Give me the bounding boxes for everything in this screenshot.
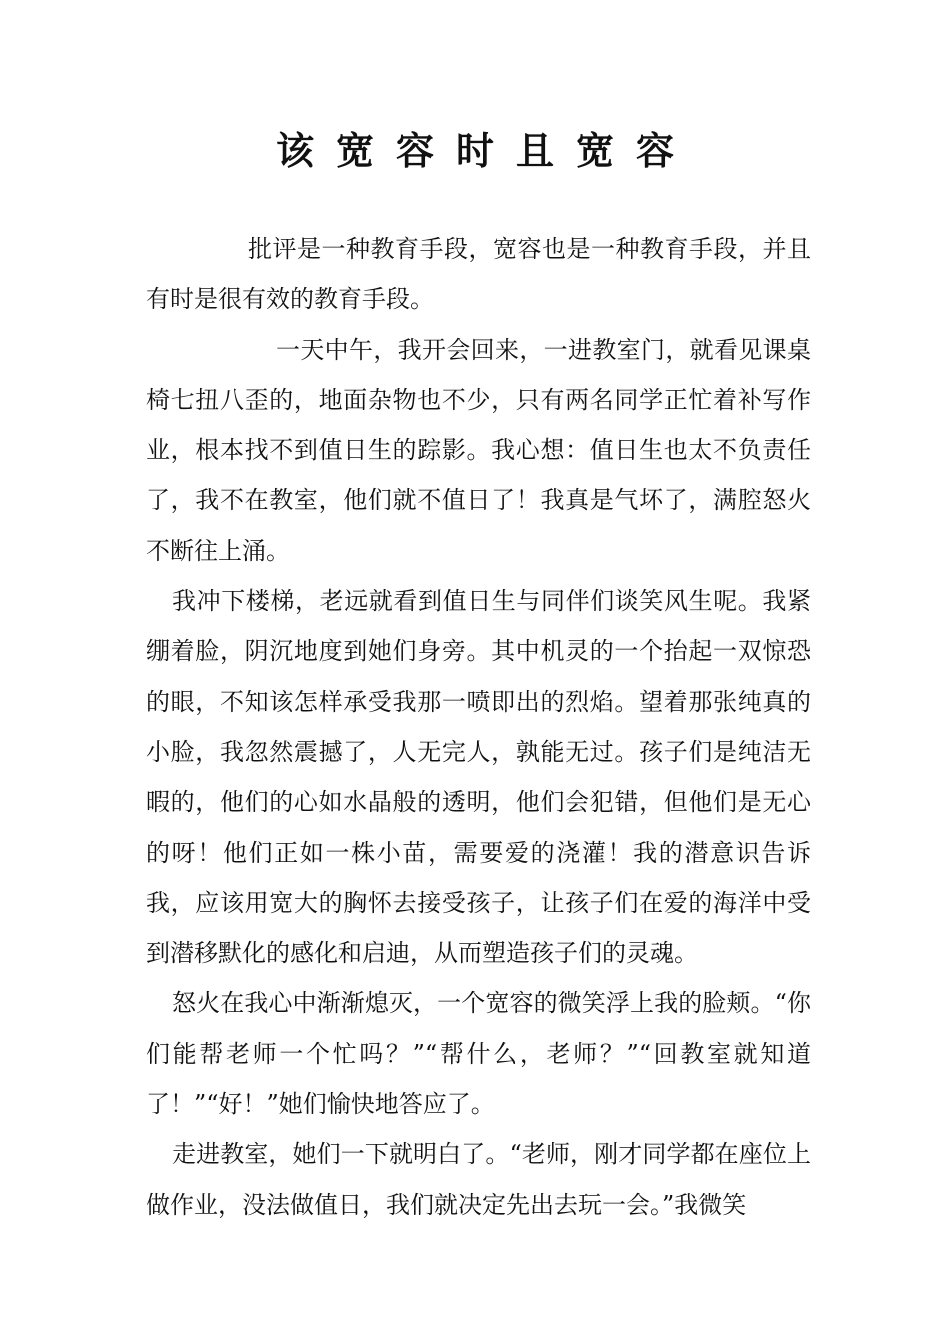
document-title: 该宽容时且宽容 xyxy=(275,128,696,173)
document-body xyxy=(146,224,811,1230)
paragraph-2: 一天中午，我开会回来，一进教室门，就看见课桌椅七扭八歪的，地面杂物也不少，只有两名同学正忙着补写作业，根本找不到值日生的踪影。我心想：值日生也太不负责任了，我不在教室，他们就不值日了！我真是气坏了，满腔怒火不断往上涌。 xyxy=(146,335,811,565)
paragraph-5: 走进教室，她们一下就明白了。“老师，刚才同学都在座位上做作业，没法做值日，我们就决定先出去玩一会。”我微笑 xyxy=(146,1140,811,1219)
paragraph-4: 怒火在我心中渐渐熄灭，一个宽容的微笑浮上我的脸颊。“你们能帮老师一个忙吗？”“帮什么，老师？”“回教室就知道了！”“好！”她们愉快地答应了。 xyxy=(146,989,811,1119)
paragraph-3: 我冲下楼梯，老远就看到值日生与同伴们谈笑风生呢。我紧绷着脸，阴沉地度到她们身旁。其中机灵的一个抬起一双惊恐的眼，不知该怎样承受我那一喷即出的烈焰。望着那张纯真的小脸，我忽然震撼了，人无完人，孰能无过。孩子们是纯洁无暇的，他们的心如水晶般的透明，他们会犯错，但他们是无心的呀！他们正如一株小苗，需要爱的浇灌！我的潜意识告诉我，应该用宽大的胸怀去接受孩子，让孩子们在爱的海洋中受到潜移默化的感化和启迪，从而塑造孩子们的灵魂。 xyxy=(146,587,811,968)
paragraph-1: 批评是一种教育手段，宽容也是一种教育手段，并且有时是很有效的教育手段。 xyxy=(146,235,811,314)
